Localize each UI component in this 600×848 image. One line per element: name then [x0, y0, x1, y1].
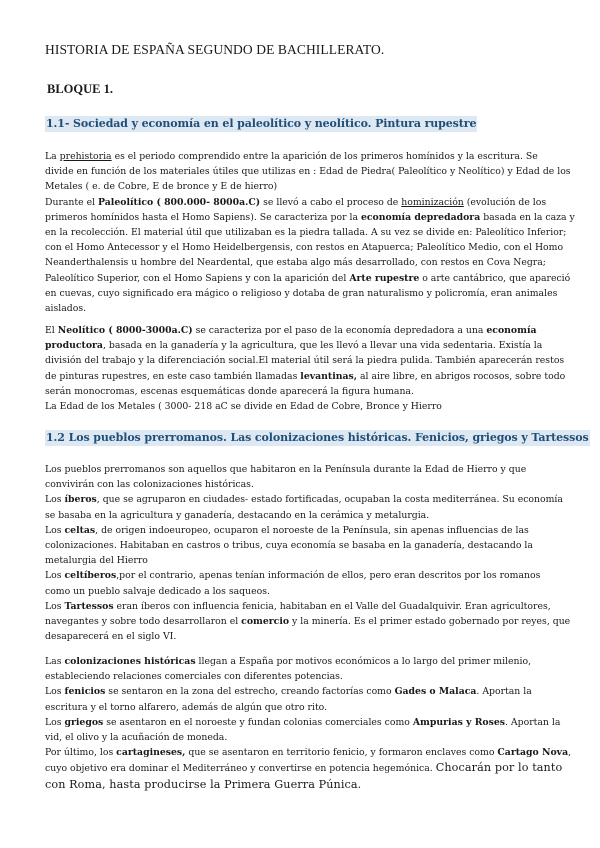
text-line: Por último, los cartagineses, que se asentaron en territorio fenicio, y formaron enclaves como Cartago Nova, [45, 747, 572, 759]
text-line: Los pueblos prerromanos son aquellos que habitaron en la Península durante la Edad de Hierro y que [45, 464, 527, 475]
section-2-heading: 1.2 Los pueblos prerromanos. Las colonizaciones históricas. Fenicios, griegos y Tartessos [46, 431, 589, 444]
gades-malaca-term: Gades o Malaca [394, 686, 477, 698]
chocaran-text: Chocarán por lo tanto [435, 761, 563, 775]
hominizacion-term: hominización [401, 196, 464, 208]
text-line: Metales ( e. de Cobre, E de bronce y E de hierro) [45, 181, 278, 193]
text-line: La prehistoria es el periodo comprendido entre la aparición de los primeros homínidos y la escritura. Se [45, 151, 538, 162]
section-1-paragraph-2 [45, 323, 566, 414]
text-line: escritura y el torno alfarero, además de algún que otro rito. [45, 701, 328, 713]
text-line: Los celtíberos,por el contrario, apenas tenían información de ellos, pero eran descritos por los romanos [45, 570, 541, 582]
prehistoria-term: prehistoria [59, 151, 112, 162]
economia-depredadora-term: economía depredadora [360, 211, 481, 223]
text-line: vid, el olivo y la acuñación de moneda. [45, 732, 228, 744]
document-title: HISTORIA DE ESPAÑA SEGUNDO DE BACHILLERATO. [45, 42, 385, 57]
text-line: Los fenicios se sentaron en la zona del estrecho, creando factorías como Gades o Malaca. Aportan la [45, 686, 532, 698]
text-line: Los íberos, que se agruparon en ciudades- estado fortificadas, ocupaban la costa mediterránea. Su economía [45, 494, 563, 506]
text-line: serán monocromas, escenas esquemáticas donde aparecerá la figura humana. [45, 385, 414, 397]
text-line: Las colonizaciones históricas llegan a España por motivos económicos a lo largo del primer milenio, [45, 656, 532, 667]
text-line: La Edad de los Metales ( 3000- 218 aC se divide en Edad de Cobre, Bronce y Hierro [45, 401, 442, 413]
ampurias-roses-term: Ampurias y Roses [412, 716, 506, 728]
tartessos-term: Tartessos [64, 600, 114, 612]
section-1-paragraph-1 [45, 149, 575, 316]
colonizaciones-term: colonizaciones históricas [64, 656, 196, 667]
text-line: convivirán con las colonizaciones históricas. [45, 479, 254, 491]
text-line: como un pueblo salvaje dedicado a los saqueos. [45, 585, 270, 597]
text-line: estableciendo relaciones comerciales con diferentes potencias. [45, 671, 343, 683]
text-line: divide en función de los materiales útiles que utilizas en : Edad de Piedra( Paleolítico y Neolítico) y Edad de los [45, 166, 571, 178]
text-line: productora, basada en la ganadería y la agricultura, que les llevó a llevar una vida sedentaria. Existía la [45, 340, 543, 352]
griegos-term: griegos [64, 716, 104, 728]
text-line: primeros homínidos hasta el Homo Sapiens). Se caracteriza por la economía depredadora basada en la caza y [45, 211, 575, 223]
text-line: Neanderthalensis u hombre del Neardental, que estaba algo más desarrollado, con restos en Cova Negra; [45, 257, 546, 269]
arte-rupestre-term: Arte rupestre [349, 272, 420, 284]
text-line: aislados. [45, 303, 87, 315]
section-2-paragraph-2 [45, 654, 572, 792]
paleolitico-term: Paleolítico ( 800.000- 8000a.C) [98, 196, 261, 208]
text-line: división del trabajo y la diferenciación social.El material útil será la piedra pulida. También aparecerán restos [45, 355, 565, 367]
text-line: metalurgia del Hierro [45, 555, 148, 567]
text-line: navegantes y sobre todo desarrollaron el comercio y la minería. Es el primer estado gobernado por reyes, que [45, 616, 571, 628]
cartagineses-term: cartagineses, [116, 747, 186, 759]
text-line: con Roma, hasta producirse la Primera Guerra Púnica. [45, 777, 362, 791]
section-2-paragraph-1 [45, 462, 571, 644]
celtiberos-term: celtíberos [64, 570, 117, 582]
text-line: desaparecerá en el siglo VI. [45, 631, 177, 643]
text-line: cuyo objetivo era dominar el Mediterráneo y convertirse en potencia hegemónica. Chocarán por lo tanto [45, 761, 563, 775]
text-line: Los griegos se asentaron en el noroeste y fundan colonias comerciales como Ampurias y Roses. Aportan la [45, 716, 561, 728]
economia-productora-term: economía [486, 325, 537, 336]
cartago-nova-term: Cartago Nova [497, 747, 569, 759]
text-line: colonizaciones. Habitaban en castros o tribus, cuya economía se basaba en la ganadería, destacando la [45, 540, 533, 552]
celtas-term: celtas [64, 524, 96, 536]
text-line: Los Tartessos eran íberos con influencia fenicia, habitaban en el Valle del Guadalquivir. Eran agricultores, [45, 600, 551, 612]
text-line: El Neolítico ( 8000-3000a.C) se caracteriza por el paso de la economía depredadora a una economía [45, 325, 537, 336]
bloque-heading: BLOQUE 1. [47, 82, 113, 96]
text-line: con el Homo Antecessor y el Homo Heidelbergensis, con restos en Atapuerca; Paleolítico Medio, con el Homo [45, 242, 564, 254]
comercio-term: comercio [241, 616, 290, 628]
section-1-heading: 1.1- Sociedad y economía en el paleolítico y neolítico. Pintura rupestre [46, 117, 477, 130]
text-line: en la recolección. El material útil que utilizaban es la piedra tallada. A su vez se divide en: Paleolítico Inferior; [45, 227, 567, 239]
iberos-term: íberos [64, 494, 97, 506]
text-line: Paleolítico Superior, con el Homo Sapiens y con la aparición del Arte rupestre o arte cantábrico, que apareció [45, 272, 571, 284]
levantinas-term: levantinas, [300, 370, 358, 382]
neolitico-term: Neolítico ( 8000-3000a.C) [57, 325, 193, 336]
fenicios-term: fenicios [64, 686, 106, 698]
text-line: Los celtas, de origen indoeuropeo, ocuparon el noroeste de la Península, sin apenas influencias de las [45, 524, 529, 536]
text-line: se basaba en la agricultura y ganadería, destacando en la cerámica y metalurgia. [45, 509, 430, 521]
text-line: en cuevas, cuyo significado era mágico o religioso y dotaba de gran naturalismo y policromía, eran animales [45, 287, 558, 299]
text-line: Durante el Paleolítico ( 800.000- 8000a.C) se llevó a cabo el proceso de hominización (evolución de los [45, 196, 547, 208]
text-line: de pinturas rupestres, en este caso también llamadas levantinas, al aire libre, en abrigos rocosos, sobre todo [45, 370, 566, 382]
